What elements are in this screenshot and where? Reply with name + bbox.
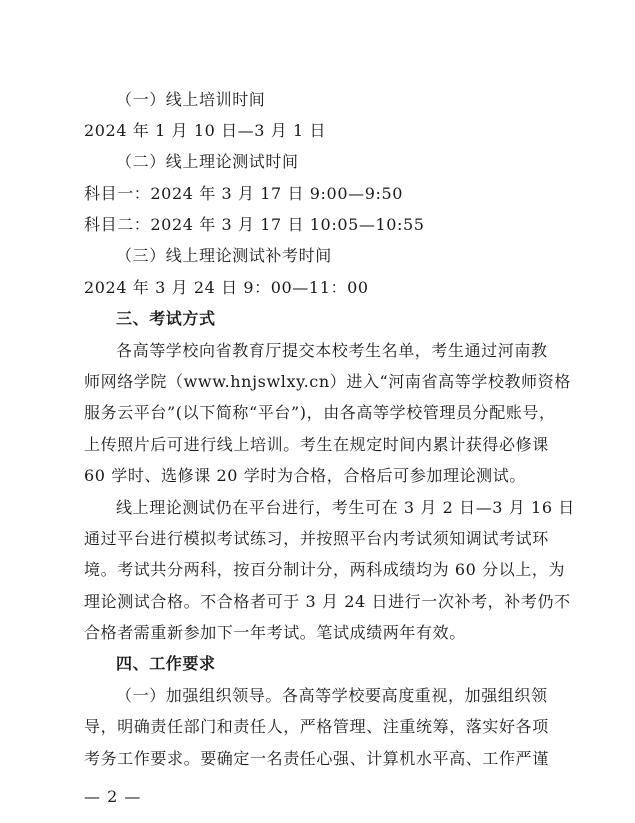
section-training-time-heading: （一）线上培训时间 bbox=[116, 90, 266, 109]
paragraph-line: 60 学时、选修课 20 学时为合格，合格后可参加理论测试。 bbox=[84, 466, 526, 485]
subject-one-time: 科目一：2024 年 3 月 17 日 9:00—9:50 bbox=[84, 184, 404, 203]
section-theory-test-heading: （二）线上理论测试时间 bbox=[116, 152, 299, 171]
paragraph-line: 各高等学校向省教育厅提交本校考生名单，考生通过河南教 bbox=[116, 341, 548, 360]
paragraph-line: 合格者需重新参加下一年考试。笔试成绩两年有效。 bbox=[84, 623, 466, 642]
paragraph-line: 线上理论测试仍在平台进行，考生可在 3 月 2 日—3 月 16 日 bbox=[116, 498, 575, 517]
section-makeup-test-heading: （三）线上理论测试补考时间 bbox=[116, 246, 332, 265]
section-four-heading: 四、工作要求 bbox=[116, 654, 216, 673]
paragraph-line: 境。考试共分两科，按百分制计分，两科成绩均为 60 分以上，为 bbox=[84, 560, 566, 579]
section-three-heading: 三、考试方式 bbox=[116, 309, 216, 328]
paragraph-line: 服务云平台”(以下简称“平台”)，由各高等学校管理员分配账号， bbox=[84, 403, 556, 422]
paragraph-line: 导，明确责任部门和责任人，严格管理、注重统筹，落实好各项 bbox=[84, 717, 549, 736]
makeup-test-time: 2024 年 3 月 24 日 9：00—11：00 bbox=[84, 278, 369, 297]
page-number: — 2 — bbox=[84, 787, 142, 806]
paragraph-line: 理论测试合格。不合格者可于 3 月 24 日进行一次补考，补考仍不 bbox=[84, 592, 571, 611]
paragraph-line: （一）加强组织领导。各高等学校要高度重视，加强组织领 bbox=[116, 686, 548, 705]
training-time-value: 2024 年 1 月 10 日—3 月 1 日 bbox=[84, 121, 327, 140]
paragraph-line: 师网络学院（www.hnjswlxy.cn）进入“河南省高等学校教师资格 bbox=[84, 372, 571, 391]
paragraph-line: 上传照片后可进行线上培训。考生在规定时间内累计获得必修课 bbox=[84, 435, 549, 454]
paragraph-line: 通过平台进行模拟考试练习，并按照平台内考试须知调试考试环 bbox=[84, 529, 549, 548]
paragraph-line: 考务工作要求。要确定一名责任心强、计算机水平高、工作严谨 bbox=[84, 749, 549, 768]
subject-two-time: 科目二：2024 年 3 月 17 日 10:05—10:55 bbox=[84, 215, 425, 234]
